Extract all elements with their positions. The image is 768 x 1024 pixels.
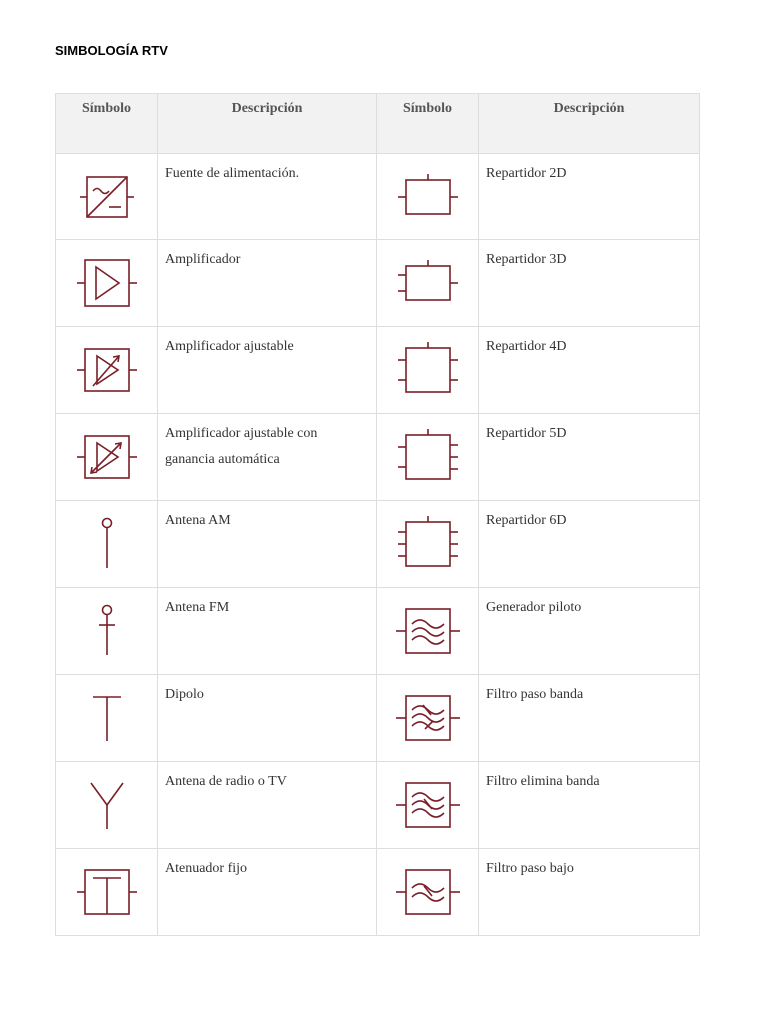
amplifier-icon (72, 253, 142, 313)
symbol-cell (56, 849, 158, 936)
table-row (56, 501, 700, 588)
table-row (56, 675, 700, 762)
symbol-cell (56, 154, 158, 240)
header-symbol-left: Símbolo (56, 94, 158, 154)
splitter-4d-icon (393, 340, 463, 400)
band-stop-filter-icon (391, 775, 465, 835)
low-pass-filter-icon (391, 862, 465, 922)
symbol-cell (56, 588, 158, 675)
symbol-cell (56, 414, 158, 501)
header-description-left: Descripción (158, 94, 377, 154)
symbol-cell (377, 675, 479, 762)
description-cell: Amplificador ajustable con ganancia automática (158, 414, 377, 501)
description-cell: Atenuador fijo (158, 849, 377, 936)
document-title: SIMBOLOGÍA RTV (55, 43, 168, 58)
description-cell: Generador piloto (479, 588, 700, 675)
description-cell: Repartidor 5D (479, 414, 700, 501)
symbol-cell (377, 849, 479, 936)
symbol-cell (377, 588, 479, 675)
description-cell: Filtro paso banda (479, 675, 700, 762)
symbol-cell (377, 762, 479, 849)
pilot-generator-icon (391, 601, 465, 661)
table-row (56, 588, 700, 675)
fm-antenna-icon (92, 603, 122, 659)
symbol-table (55, 93, 700, 936)
header-description-right: Descripción (479, 94, 700, 154)
symbol-cell (56, 762, 158, 849)
dipole-icon (87, 691, 127, 745)
description-cell: Fuente de alimentación. (158, 154, 377, 240)
table-row (56, 414, 700, 501)
agc-amplifier-icon (72, 430, 142, 484)
am-antenna-icon (92, 516, 122, 572)
symbol-cell (56, 501, 158, 588)
symbol-cell (377, 154, 479, 240)
description-cell: Repartidor 6D (479, 501, 700, 588)
description-cell: Antena de radio o TV (158, 762, 377, 849)
description-cell: Repartidor 4D (479, 327, 700, 414)
table-row (56, 154, 700, 240)
symbol-cell (377, 414, 479, 501)
description-cell: Filtro paso bajo (479, 849, 700, 936)
symbol-cell (56, 327, 158, 414)
description-cell: Antena AM (158, 501, 377, 588)
symbol-cell (377, 327, 479, 414)
adjustable-amplifier-icon (72, 343, 142, 397)
description-cell: Dipolo (158, 675, 377, 762)
table-row (56, 240, 700, 327)
band-pass-filter-icon (391, 688, 465, 748)
description-cell: Repartidor 3D (479, 240, 700, 327)
fixed-attenuator-icon (72, 862, 142, 922)
description-cell: Amplificador ajustable (158, 327, 377, 414)
radio-tv-antenna-icon (85, 777, 129, 833)
table-row (56, 762, 700, 849)
symbol-cell (56, 240, 158, 327)
description-cell: Repartidor 2D (479, 154, 700, 240)
splitter-5d-icon (393, 427, 463, 487)
description-cell: Filtro elimina banda (479, 762, 700, 849)
header-symbol-right: Símbolo (377, 94, 479, 154)
splitter-3d-icon (393, 256, 463, 310)
description-cell: Amplificador (158, 240, 377, 327)
splitter-2d-icon (393, 170, 463, 224)
symbol-cell (56, 675, 158, 762)
power-supply-icon (72, 170, 142, 224)
symbol-cell (377, 501, 479, 588)
table-header-row (56, 94, 700, 154)
symbol-cell (377, 240, 479, 327)
splitter-6d-icon (393, 514, 463, 574)
description-cell: Antena FM (158, 588, 377, 675)
table-row (56, 849, 700, 936)
table-row (56, 327, 700, 414)
